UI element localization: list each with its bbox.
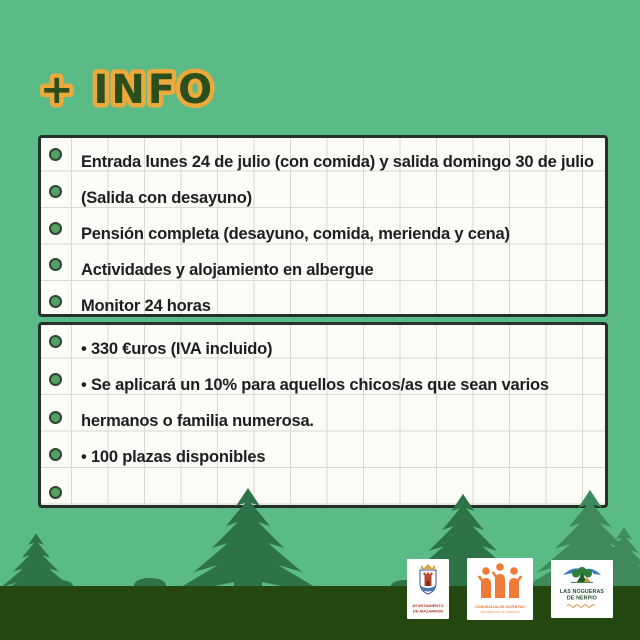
punch-hole	[49, 295, 62, 308]
punch-hole	[49, 373, 62, 386]
punch-hole	[49, 411, 62, 424]
forest-silhouette	[0, 480, 640, 640]
logo-ayuntamiento-mazarron	[407, 559, 449, 619]
punch-hole	[49, 258, 62, 271]
details-line-pension: Pensión completa (desayuno, comida, merienda y cena)	[81, 225, 510, 243]
punch-hole	[49, 335, 62, 348]
youth-people-icon	[478, 563, 523, 598]
pricing-line-descuento: • Se aplicará un 10% para aquellos chicos/as que sean varios hermanos o familia numerosa.	[81, 376, 549, 430]
nerpio-landscape-icon	[563, 567, 601, 583]
notebook-holes	[49, 335, 61, 499]
logo-concejalia-juventud	[467, 558, 533, 620]
details-card-content	[41, 138, 605, 324]
ground-band	[0, 586, 640, 640]
coat-of-arms-icon	[420, 564, 436, 594]
details-line-entrada: Entrada lunes 24 de julio (con comida) y salida domingo 30 de julio (Salida con desayuno)	[81, 153, 594, 207]
info-title-text: + INFO	[40, 67, 216, 113]
notebook-holes	[49, 148, 61, 308]
punch-hole	[49, 222, 62, 235]
logo-juventud-line1: CONCEJALÍA DE JUVENTUD	[475, 605, 525, 609]
logo-las-nogueras-nerpio	[551, 560, 613, 618]
info-title	[32, 60, 272, 118]
punch-hole	[49, 185, 62, 198]
logo-nerpio-line1: LAS NOGUERAS	[559, 589, 605, 595]
details-line-actividades: Actividades y alojamiento en albergue	[81, 261, 374, 279]
punch-hole	[49, 448, 62, 461]
pricing-line-plazas: • 100 plazas disponibles	[81, 448, 266, 466]
logo-mazarron-line2: DE MAZARRÓN	[413, 608, 443, 614]
pricing-card-content	[41, 325, 605, 475]
info-card-details	[38, 135, 608, 317]
tagline-squiggle-icon	[567, 605, 595, 608]
logo-juventud-line2: Ayuntamiento de Mazarrón	[480, 610, 520, 614]
punch-hole	[49, 148, 62, 161]
logo-nerpio-line2: DE NERPIO	[566, 595, 598, 602]
pricing-line-precio: • 330 €uros (IVA incluido)	[81, 340, 273, 358]
details-line-monitor: Monitor 24 horas	[81, 297, 211, 315]
logo-mazarron-line1: AYUNTAMIENTO	[412, 603, 444, 608]
